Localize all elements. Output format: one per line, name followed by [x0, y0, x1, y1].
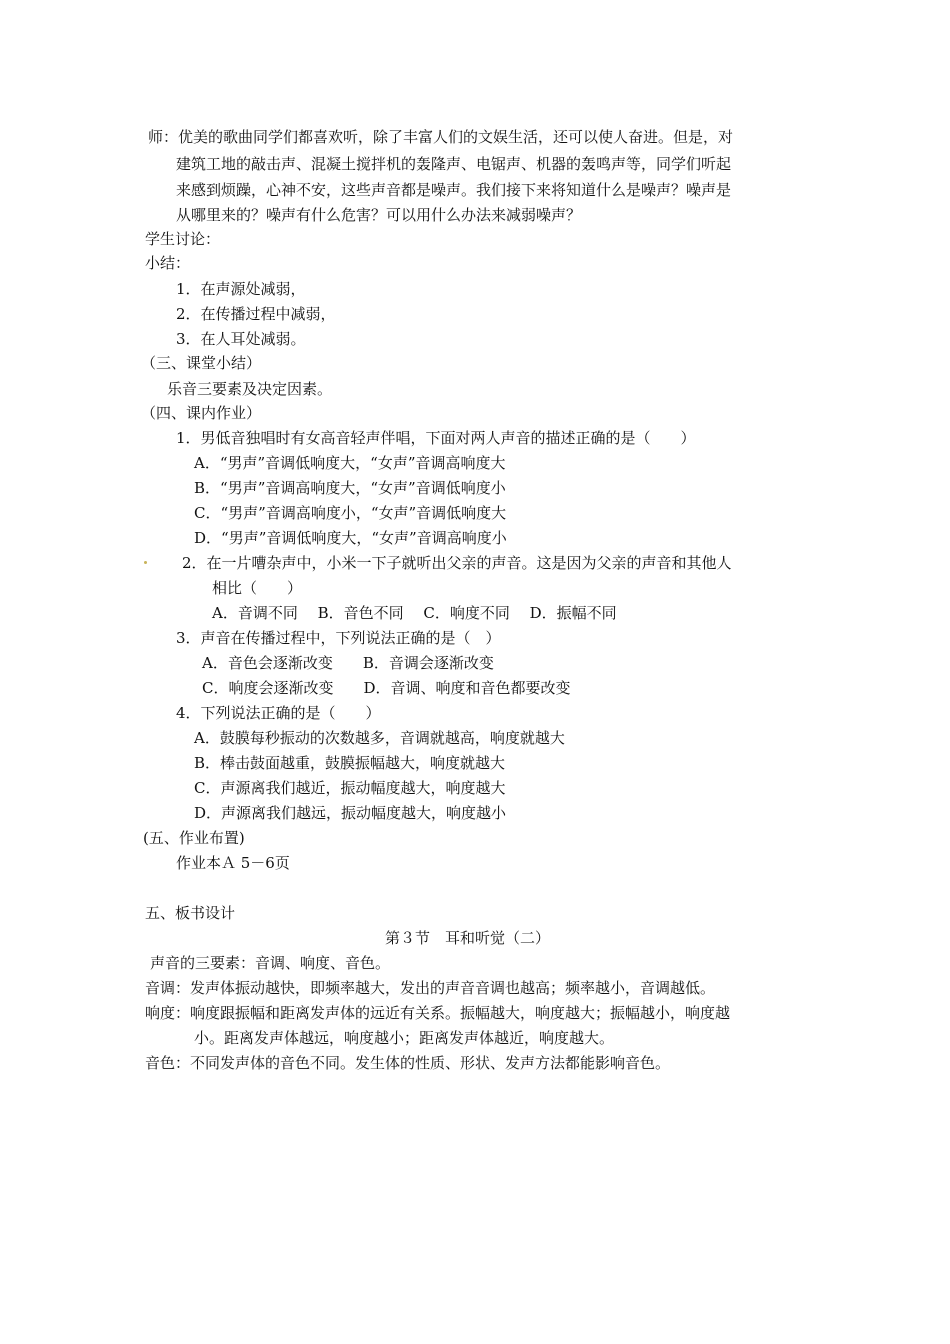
section5-heading: (五、作业布置) — [143, 829, 245, 847]
question-1-option-b: B．“男声”音调高响度大，“女声”音调低响度小 — [194, 479, 506, 497]
section4-heading: （四、课内作业） — [141, 404, 262, 422]
question-2-options: A．音调不同 B．音色不同 C．响度不同 D．振幅不同 — [212, 604, 617, 622]
intro-line-2: 建筑工地的敲击声、混凝土搅拌机的轰隆声、电锯声、机器的轰鸣声等，同学们听起 — [176, 155, 732, 173]
question-4-option-a: A．鼓膜每秒振动的次数越多，音调就越高，响度就越大 — [194, 729, 565, 747]
board-loudness-line-1: 响度：响度跟振幅和距离发声体的远近有关系。振幅越大，响度越大；振幅越小，响度越 — [145, 1004, 731, 1022]
board-loudness-line-2: 小。距离发声体越远，响度越小；距离发声体越近，响度越大。 — [194, 1029, 615, 1047]
student-discussion-label: 学生讨论： — [145, 230, 221, 248]
board-timbre: 音色：不同发声体的音色不同。发生体的性质、形状、发声方法都能影响音色。 — [145, 1054, 671, 1072]
summary-item-3: 3．在人耳处减弱。 — [176, 330, 306, 348]
summary-item-1: 1．在声源处减弱， — [176, 280, 306, 298]
board-three-elements: 声音的三要素：音调、响度、音色。 — [150, 954, 391, 972]
question-4-option-d: D．声源离我们越远，振动幅度越大，响度越小 — [194, 804, 507, 822]
intro-line-1: 师：优美的歌曲同学们都喜欢听，除了丰富人们的文娱生活，还可以使人奋进。但是，对 — [148, 128, 734, 146]
section3-heading: （三、课堂小结） — [141, 354, 262, 372]
question-3-options-row-2: C．响度会逐渐改变 D．音调、响度和音色都要改变 — [202, 679, 571, 697]
intro-line-3: 来感到烦躁，心神不安，这些声音都是噪声。我们接下来将知道什么是噪声？噪声是 — [176, 181, 732, 199]
section3-content: 乐音三要素及决定因素。 — [167, 380, 333, 398]
question-3-options-row-1: A．音色会逐渐改变 B．音调会逐渐改变 — [202, 654, 494, 672]
intro-line-4: 从哪里来的？噪声有什么危害？可以用什么办法来减弱噪声？ — [176, 206, 582, 224]
board-title: 第３节 耳和听觉（二） — [385, 929, 551, 947]
question-3-stem: 3．声音在传播过程中，下列说法正确的是（ ） — [176, 629, 501, 647]
stray-mark — [144, 561, 147, 564]
question-1-option-c: C．“男声”音调高响度小，“女声”音调低响度大 — [194, 504, 507, 522]
question-2-stem: 2．在一片嘈杂声中，小米一下子就听出父亲的声音。这是因为父亲的声音和其他人 — [182, 554, 732, 572]
question-2-stem-cont: 相比（ ） — [212, 579, 303, 597]
summary-item-2: 2．在传播过程中减弱， — [176, 305, 336, 323]
question-1-option-d: D．“男声”音调低响度大，“女声”音调高响度小 — [194, 529, 507, 547]
section5-content: 作业本Ａ 5－6页 — [176, 854, 290, 872]
board-design-heading: 五、板书设计 — [145, 904, 236, 922]
question-1-option-a: A．“男声”音调低响度大，“女声”音调高响度大 — [194, 454, 506, 472]
summary-label: 小结： — [145, 254, 191, 272]
question-1-stem: 1．男低音独唱时有女高音轻声伴唱，下面对两人声音的描述正确的是（ ） — [176, 429, 696, 447]
question-4-option-b: B．棒击鼓面越重，鼓膜振幅越大，响度就越大 — [194, 754, 506, 772]
question-4-stem: 4．下列说法正确的是（ ） — [176, 704, 381, 722]
question-4-option-c: C．声源离我们越近，振动幅度越大，响度越大 — [194, 779, 506, 797]
board-pitch: 音调：发声体振动越快，即频率越大，发出的声音音调也越高；频率越小，音调越低。 — [145, 979, 716, 997]
